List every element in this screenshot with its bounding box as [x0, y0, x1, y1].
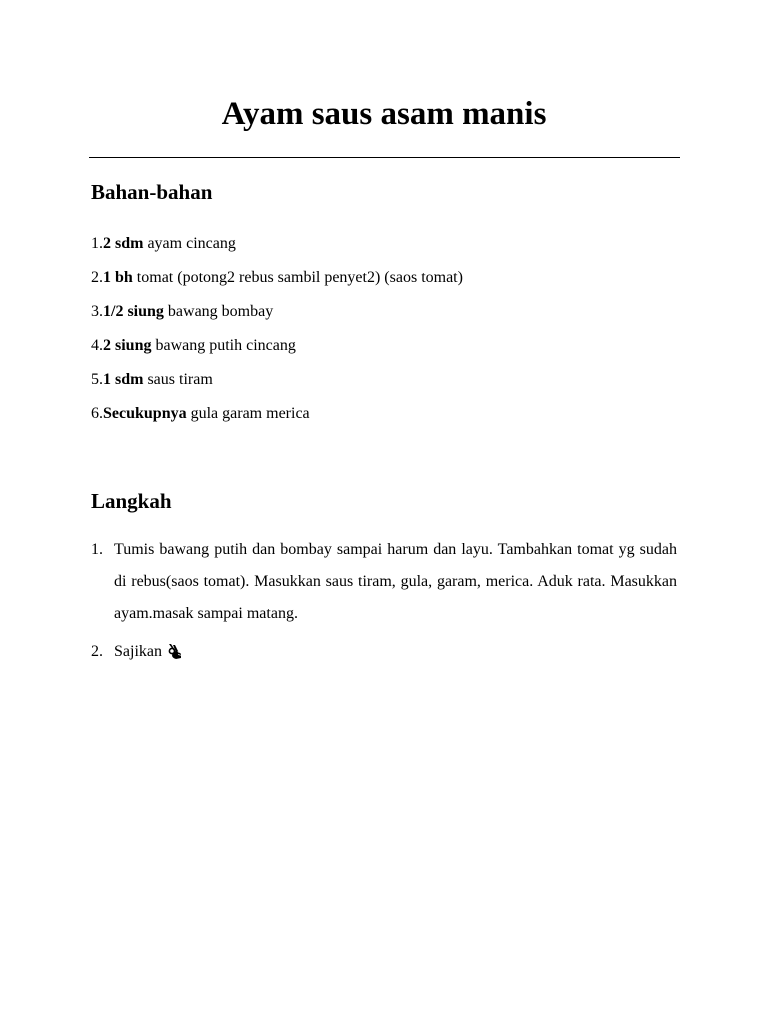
ingredient-description: tomat (potong2 rebus sambil penyet2) (saos tomat)	[136, 269, 463, 286]
ingredient-item	[91, 234, 463, 268]
ingredients-heading: Bahan-bahan	[91, 180, 213, 204]
steps-heading: Langkah	[91, 489, 172, 513]
ingredient-description: gula garam merica	[190, 405, 310, 422]
ingredient-description: saus tiram	[147, 371, 213, 388]
ingredient-number: 3.	[91, 303, 103, 320]
step-item	[91, 636, 677, 668]
title-divider	[89, 157, 680, 158]
ingredient-quantity: 2 sdm	[103, 235, 144, 252]
ingredient-quantity: 2 siung	[103, 337, 152, 354]
step-number: 1.	[91, 541, 103, 558]
ingredient-item	[91, 336, 463, 370]
ingredient-item	[91, 302, 463, 336]
steps-list	[91, 534, 677, 674]
ingredient-number: 1.	[91, 235, 103, 252]
step-text: Sajikan	[114, 643, 162, 660]
ingredient-number: 2.	[91, 269, 103, 286]
ingredient-quantity: 1 bh	[103, 269, 133, 286]
ingredient-number: 4.	[91, 337, 103, 354]
ok-hand-icon	[166, 640, 184, 658]
ingredient-description: bawang putih cincang	[155, 337, 296, 354]
recipe-title: Ayam saus asam manis	[221, 96, 547, 132]
ingredient-number: 5.	[91, 371, 103, 388]
ingredient-number: 6.	[91, 405, 103, 422]
ingredient-quantity: 1 sdm	[103, 371, 144, 388]
step-number: 2.	[91, 643, 103, 660]
ingredient-description: bawang bombay	[167, 303, 274, 320]
step-text: Tumis bawang putih dan bombay sampai harum dan layu. Tambahkan tomat yg sudah di rebus(saos tomat). Masukkan saus tiram, gula, garam, merica. Aduk rata. Masukkan ayam.masak sampai matang.	[114, 541, 677, 622]
ingredient-item	[91, 404, 463, 438]
ingredient-item	[91, 268, 463, 302]
ingredient-quantity: 1/2 siung	[103, 303, 164, 320]
ingredient-item	[91, 370, 463, 404]
ingredient-quantity: Secukupnya	[103, 405, 187, 422]
step-item	[91, 534, 677, 630]
ingredients-list	[91, 234, 463, 438]
ingredient-description: ayam cincang	[147, 235, 236, 252]
